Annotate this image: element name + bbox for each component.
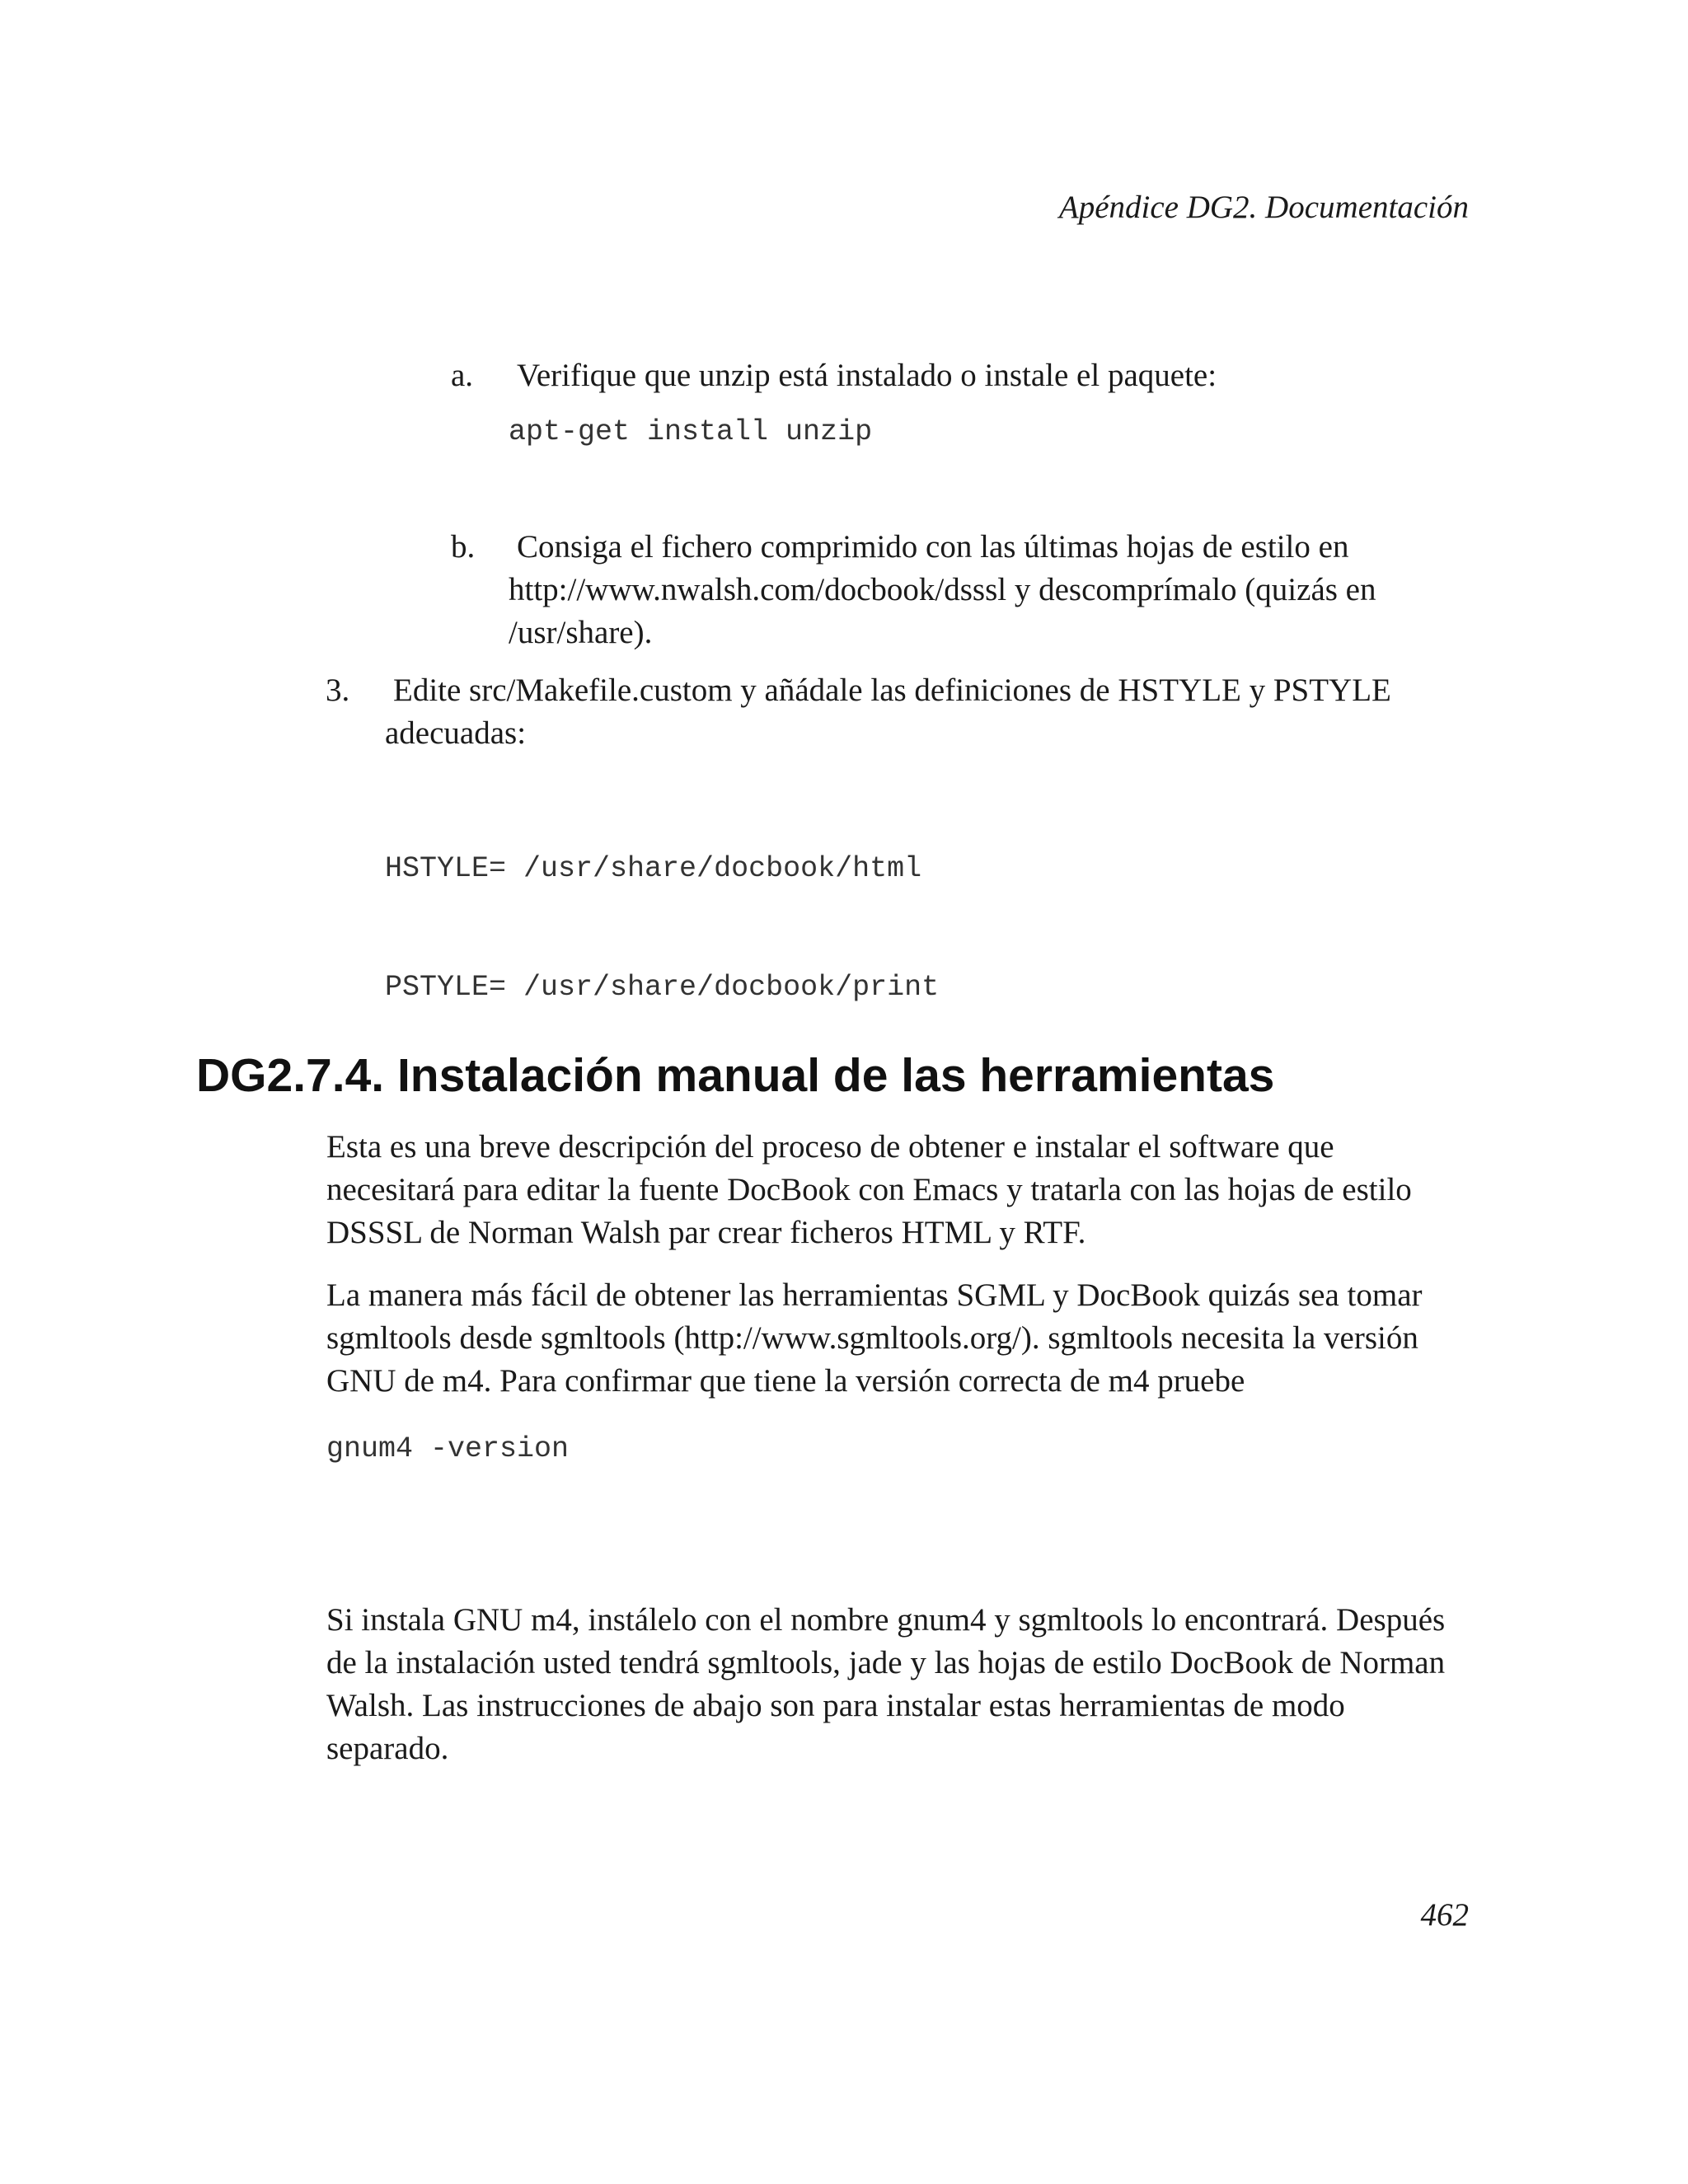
text-line: adecuadas: (385, 715, 527, 751)
text-line: separado. (326, 1731, 449, 1766)
paragraph-sgmltools (326, 1274, 1480, 1403)
list-marker-3: 3. (326, 673, 350, 708)
text-line: DSSSL de Norman Walsh par crear ficheros HTML y RTF. (326, 1215, 1086, 1250)
text-line: Esta es una breve descripción del proceso de obtener e instalar el software que (326, 1129, 1334, 1165)
code-line: HSTYLE= /usr/share/docbook/html (385, 852, 922, 885)
text-line: Si instala GNU m4, instálelo con el nombre gnum4 y sgmltools lo encontrará. Después (326, 1602, 1446, 1638)
code-style-definitions (385, 770, 939, 1047)
section-heading: DG2.7.4. Instalación manual de las herramientas (196, 1049, 1275, 1102)
code-apt-get: apt-get install unzip (509, 415, 873, 448)
text-line: Walsh. Las instrucciones de abajo son para instalar estas herramientas de modo (326, 1688, 1345, 1723)
running-header: Apéndice DG2. Documentación (1058, 190, 1469, 225)
list-item-a-text: Verifique que unzip está instalado o instale el paquete: (517, 358, 1217, 393)
paragraph-gnu-m4 (326, 1599, 1480, 1770)
list-marker-a: a. (451, 358, 474, 393)
text-line: /usr/share). (509, 615, 653, 650)
code-gnum4-version: gnum4 -version (326, 1432, 570, 1465)
text-line: de la instalación usted tendrá sgmltools, jade y las hojas de estilo DocBook de Norman (326, 1645, 1446, 1680)
list-marker-b: b. (451, 529, 476, 565)
text-line: sgmltools desde sgmltools (http://www.sgmltools.org/). sgmltools necesita la versión (326, 1320, 1418, 1356)
paragraph-intro (326, 1126, 1480, 1254)
text-line: GNU de m4. Para confirmar que tiene la versión correcta de m4 pruebe (326, 1363, 1245, 1399)
list-item-3-text (385, 669, 1481, 755)
text-line: http://www.nwalsh.com/docbook/dsssl y descomprímalo (quizás en (509, 572, 1376, 607)
page-number: 462 (1420, 1897, 1469, 1933)
code-line: PSTYLE= /usr/share/docbook/print (385, 971, 940, 1004)
text-line: La manera más fácil de obtener las herramientas SGML y DocBook quizás sea tomar (326, 1277, 1423, 1313)
text-line: Edite src/Makefile.custom y añádale las definiciones de HSTYLE y PSTYLE (393, 673, 1391, 708)
text-line: Consiga el fichero comprimido con las últimas hojas de estilo en (517, 529, 1349, 565)
list-item-b-text (509, 526, 1506, 654)
text-line: necesitará para editar la fuente DocBook con Emacs y tratarla con las hojas de estilo (326, 1172, 1412, 1207)
